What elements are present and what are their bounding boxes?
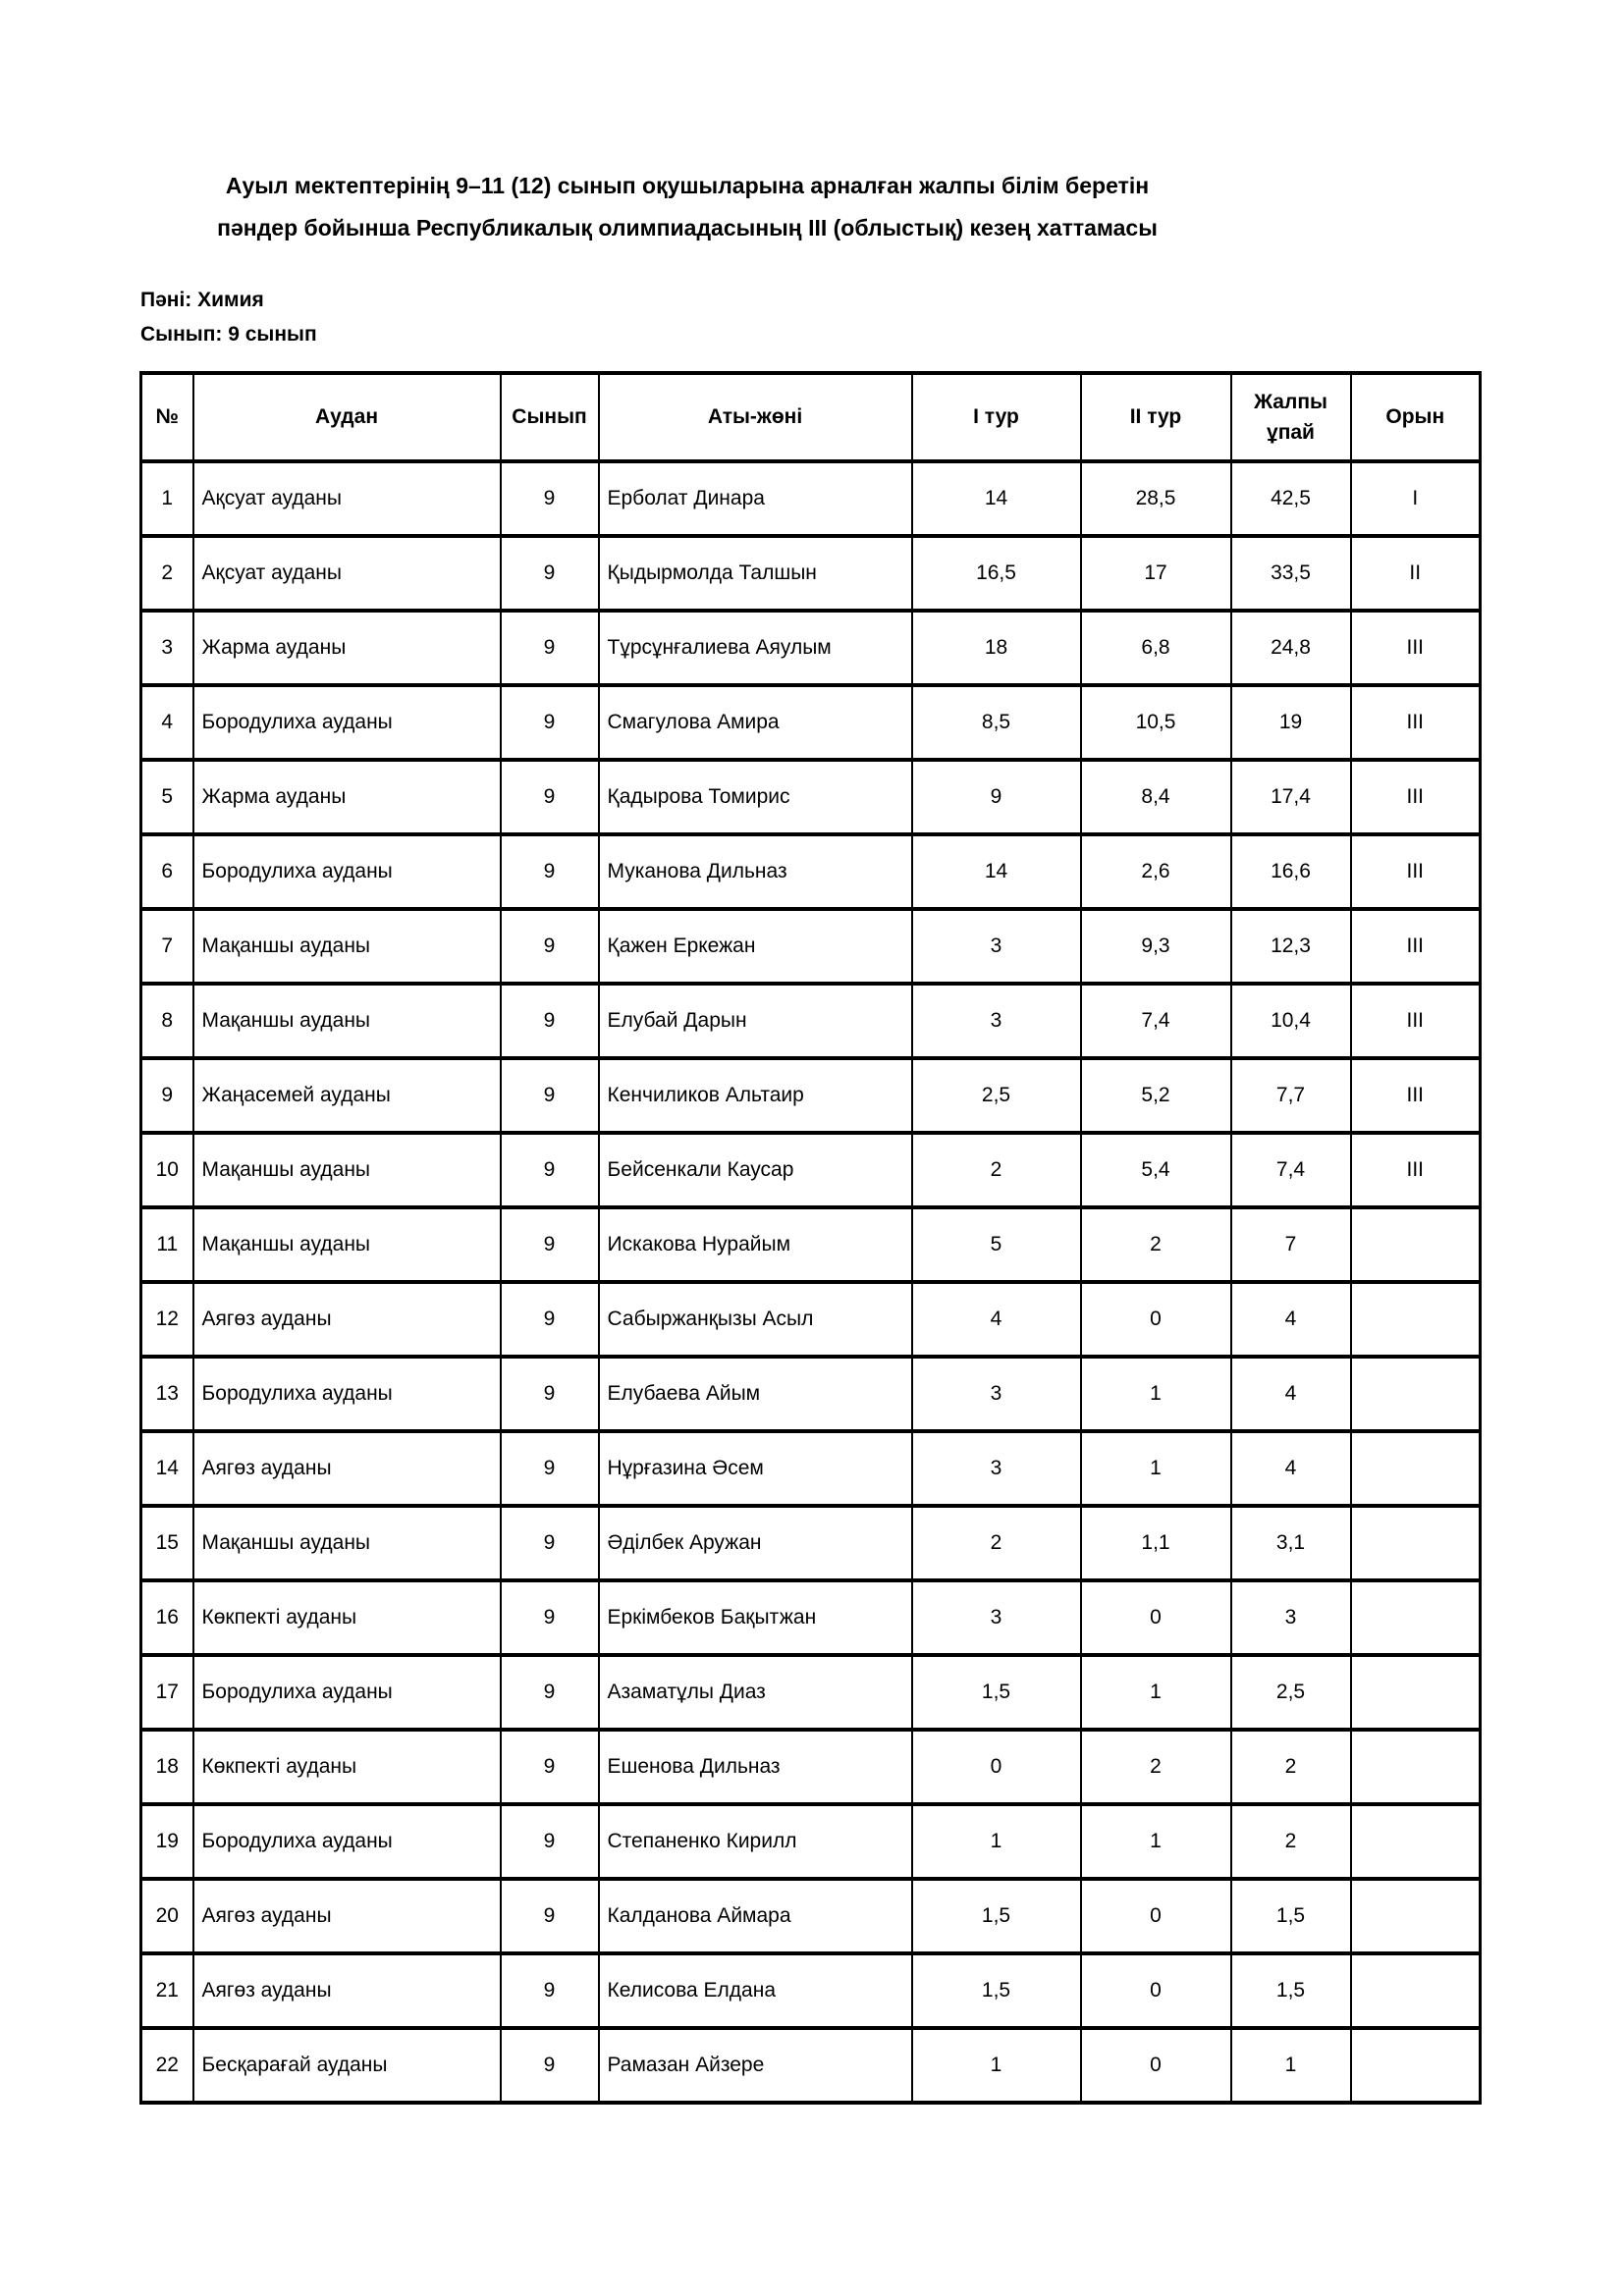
cell-district: Бородулиха ауданы [193, 1655, 501, 1730]
cell-total: 3 [1231, 1580, 1351, 1655]
table-row [141, 1730, 1481, 1804]
cell-total: 4 [1231, 1282, 1351, 1357]
cell-grade: 9 [501, 1058, 599, 1133]
table-row [141, 1282, 1481, 1357]
cell-district: Мақаншы ауданы [193, 1506, 501, 1580]
col-header-grade: Сынып [501, 373, 599, 461]
meta-block [140, 283, 317, 351]
cell-round2: 10,5 [1081, 685, 1231, 760]
cell-round2: 2 [1081, 1207, 1231, 1282]
cell-place: III [1351, 834, 1481, 909]
cell-grade: 9 [501, 1357, 599, 1431]
cell-place: III [1351, 685, 1481, 760]
cell-round1: 0 [912, 1730, 1081, 1804]
cell-district: Ақсуат ауданы [193, 461, 501, 536]
cell-district: Аягөз ауданы [193, 1953, 501, 2028]
cell-number: 22 [141, 2028, 193, 2103]
cell-round2: 5,2 [1081, 1058, 1231, 1133]
cell-district: Мақаншы ауданы [193, 1133, 501, 1207]
cell-round2: 1 [1081, 1804, 1231, 1879]
cell-round2: 2 [1081, 1730, 1231, 1804]
cell-round1: 3 [912, 1580, 1081, 1655]
cell-grade: 9 [501, 1730, 599, 1804]
cell-total: 1,5 [1231, 1953, 1351, 2028]
cell-name: Бейсенкали Каусар [599, 1133, 912, 1207]
cell-round2: 1,1 [1081, 1506, 1231, 1580]
cell-district: Бородулиха ауданы [193, 1357, 501, 1431]
cell-number: 18 [141, 1730, 193, 1804]
cell-name: Еркімбеков Бақытжан [599, 1580, 912, 1655]
cell-number: 17 [141, 1655, 193, 1730]
cell-district: Мақаншы ауданы [193, 984, 501, 1058]
cell-name: Ешенова Дильназ [599, 1730, 912, 1804]
cell-grade: 9 [501, 1207, 599, 1282]
cell-name: Қыдырмолда Талшын [599, 536, 912, 611]
cell-name: Қадырова Томирис [599, 760, 912, 834]
cell-place [1351, 2028, 1481, 2103]
cell-total: 7,4 [1231, 1133, 1351, 1207]
cell-place: III [1351, 611, 1481, 685]
cell-round1: 1,5 [912, 1879, 1081, 1953]
cell-district: Аягөз ауданы [193, 1282, 501, 1357]
cell-round1: 16,5 [912, 536, 1081, 611]
cell-round1: 14 [912, 461, 1081, 536]
cell-round1: 18 [912, 611, 1081, 685]
cell-total: 12,3 [1231, 909, 1351, 984]
cell-total: 4 [1231, 1431, 1351, 1506]
cell-name: Степаненко Кирилл [599, 1804, 912, 1879]
cell-round2: 6,8 [1081, 611, 1231, 685]
cell-number: 14 [141, 1431, 193, 1506]
table-row [141, 1580, 1481, 1655]
cell-grade: 9 [501, 984, 599, 1058]
table-row [141, 834, 1481, 909]
table-row [141, 1655, 1481, 1730]
cell-name: Рамазан Айзере [599, 2028, 912, 2103]
cell-total: 7 [1231, 1207, 1351, 1282]
cell-round1: 3 [912, 1431, 1081, 1506]
table-row [141, 536, 1481, 611]
document-title-line2: пәндер бойынша Республикалық олимпиадасының III (облыстық) кезең хаттамасы [217, 215, 1158, 240]
cell-round1: 5 [912, 1207, 1081, 1282]
cell-number: 6 [141, 834, 193, 909]
cell-grade: 9 [501, 1580, 599, 1655]
cell-place: III [1351, 909, 1481, 984]
cell-number: 16 [141, 1580, 193, 1655]
cell-district: Бородулиха ауданы [193, 834, 501, 909]
cell-round1: 2 [912, 1133, 1081, 1207]
cell-number: 11 [141, 1207, 193, 1282]
cell-district: Бесқарағай ауданы [193, 2028, 501, 2103]
cell-number: 1 [141, 461, 193, 536]
results-table-body [141, 461, 1481, 2103]
cell-name: Әділбек Аружан [599, 1506, 912, 1580]
cell-grade: 9 [501, 1804, 599, 1879]
cell-number: 2 [141, 536, 193, 611]
cell-place [1351, 1580, 1481, 1655]
cell-name: Ерболат Динара [599, 461, 912, 536]
cell-round2: 0 [1081, 1282, 1231, 1357]
cell-round1: 14 [912, 834, 1081, 909]
table-row [141, 1133, 1481, 1207]
cell-grade: 9 [501, 1282, 599, 1357]
cell-grade: 9 [501, 760, 599, 834]
col-header-number: № [141, 373, 193, 461]
cell-place [1351, 1282, 1481, 1357]
cell-name: Смагулова Амира [599, 685, 912, 760]
cell-round2: 17 [1081, 536, 1231, 611]
col-header-name: Аты-жөні [599, 373, 912, 461]
cell-grade: 9 [501, 1133, 599, 1207]
cell-round2: 0 [1081, 1953, 1231, 2028]
cell-name: Келисова Елдана [599, 1953, 912, 2028]
cell-grade: 9 [501, 1655, 599, 1730]
cell-district: Аягөз ауданы [193, 1879, 501, 1953]
cell-round2: 1 [1081, 1431, 1231, 1506]
cell-round1: 3 [912, 984, 1081, 1058]
cell-grade: 9 [501, 1953, 599, 2028]
document-title-line1: Ауыл мектептерінің 9–11 (12) сынып оқушыларына арналған жалпы білім беретін [225, 173, 1150, 198]
cell-round1: 1,5 [912, 1953, 1081, 2028]
cell-place [1351, 1879, 1481, 1953]
cell-name: Искакова Нурайым [599, 1207, 912, 1282]
cell-total: 19 [1231, 685, 1351, 760]
cell-number: 8 [141, 984, 193, 1058]
cell-number: 15 [141, 1506, 193, 1580]
cell-round2: 0 [1081, 1879, 1231, 1953]
cell-number: 21 [141, 1953, 193, 2028]
cell-place [1351, 1730, 1481, 1804]
cell-round1: 2 [912, 1506, 1081, 1580]
cell-name: Нұрғазина Әсем [599, 1431, 912, 1506]
col-header-round2: II тур [1081, 373, 1231, 461]
cell-name: Елубаева Айым [599, 1357, 912, 1431]
cell-place [1351, 1357, 1481, 1431]
cell-round2: 1 [1081, 1655, 1231, 1730]
cell-round1: 8,5 [912, 685, 1081, 760]
cell-place: III [1351, 1133, 1481, 1207]
cell-grade: 9 [501, 1431, 599, 1506]
cell-name: Қажен Еркежан [599, 909, 912, 984]
cell-total: 2 [1231, 1804, 1351, 1879]
cell-round2: 7,4 [1081, 984, 1231, 1058]
cell-round2: 5,4 [1081, 1133, 1231, 1207]
cell-grade: 9 [501, 461, 599, 536]
cell-district: Көкпекті ауданы [193, 1580, 501, 1655]
cell-place: III [1351, 760, 1481, 834]
document-title [118, 165, 1257, 249]
cell-round1: 9 [912, 760, 1081, 834]
cell-round1: 1 [912, 2028, 1081, 2103]
table-row [141, 1058, 1481, 1133]
cell-name: Муканова Дильназ [599, 834, 912, 909]
results-table [139, 371, 1482, 2105]
cell-district: Бородулиха ауданы [193, 1804, 501, 1879]
cell-grade: 9 [501, 1879, 599, 1953]
cell-district: Мақаншы ауданы [193, 909, 501, 984]
header-row [141, 373, 1481, 461]
cell-number: 12 [141, 1282, 193, 1357]
cell-grade: 9 [501, 685, 599, 760]
cell-name: Кенчиликов Альтаир [599, 1058, 912, 1133]
cell-name: Сабыржанқызы Асыл [599, 1282, 912, 1357]
grade-line: Сынып: 9 сынып [140, 323, 317, 346]
cell-total: 42,5 [1231, 461, 1351, 536]
cell-number: 5 [141, 760, 193, 834]
table-row [141, 760, 1481, 834]
cell-district: Жарма ауданы [193, 611, 501, 685]
cell-round2: 0 [1081, 1580, 1231, 1655]
table-row [141, 685, 1481, 760]
cell-grade: 9 [501, 2028, 599, 2103]
cell-place: I [1351, 461, 1481, 536]
table-row [141, 2028, 1481, 2103]
cell-name: Елубай Дарын [599, 984, 912, 1058]
cell-total: 1 [1231, 2028, 1351, 2103]
cell-round2: 8,4 [1081, 760, 1231, 834]
cell-place [1351, 1953, 1481, 2028]
col-header-total: Жалпы ұпай [1231, 373, 1351, 461]
cell-round1: 1,5 [912, 1655, 1081, 1730]
cell-number: 10 [141, 1133, 193, 1207]
cell-district: Мақаншы ауданы [193, 1207, 501, 1282]
cell-name: Азаматұлы Диаз [599, 1655, 912, 1730]
cell-total: 2,5 [1231, 1655, 1351, 1730]
cell-round2: 2,6 [1081, 834, 1231, 909]
cell-district: Көкпекті ауданы [193, 1730, 501, 1804]
col-header-district: Аудан [193, 373, 501, 461]
cell-total: 10,4 [1231, 984, 1351, 1058]
table-row [141, 1879, 1481, 1953]
cell-name: Калданова Аймара [599, 1879, 912, 1953]
cell-number: 3 [141, 611, 193, 685]
cell-place [1351, 1804, 1481, 1879]
cell-district: Аягөз ауданы [193, 1431, 501, 1506]
cell-total: 7,7 [1231, 1058, 1351, 1133]
col-header-place: Орын [1351, 373, 1481, 461]
table-row [141, 1953, 1481, 2028]
table-row [141, 1431, 1481, 1506]
cell-total: 1,5 [1231, 1879, 1351, 1953]
cell-round1: 4 [912, 1282, 1081, 1357]
cell-district: Бородулиха ауданы [193, 685, 501, 760]
cell-grade: 9 [501, 834, 599, 909]
cell-place [1351, 1207, 1481, 1282]
subject-line: Пәні: Химия [140, 289, 264, 311]
cell-number: 19 [141, 1804, 193, 1879]
cell-number: 13 [141, 1357, 193, 1431]
cell-district: Жаңасемей ауданы [193, 1058, 501, 1133]
cell-total: 33,5 [1231, 536, 1351, 611]
cell-district: Жарма ауданы [193, 760, 501, 834]
cell-round2: 9,3 [1081, 909, 1231, 984]
cell-total: 4 [1231, 1357, 1351, 1431]
table-row [141, 611, 1481, 685]
table-row [141, 1357, 1481, 1431]
cell-name: Тұрсұнғалиева Аяулым [599, 611, 912, 685]
cell-round1: 2,5 [912, 1058, 1081, 1133]
table-row [141, 1506, 1481, 1580]
cell-place: II [1351, 536, 1481, 611]
cell-place [1351, 1655, 1481, 1730]
cell-round2: 0 [1081, 2028, 1231, 2103]
table-row [141, 1207, 1481, 1282]
cell-place: III [1351, 984, 1481, 1058]
cell-round1: 3 [912, 1357, 1081, 1431]
cell-total: 17,4 [1231, 760, 1351, 834]
table-row [141, 909, 1481, 984]
cell-grade: 9 [501, 611, 599, 685]
table-row [141, 984, 1481, 1058]
cell-total: 24,8 [1231, 611, 1351, 685]
cell-number: 20 [141, 1879, 193, 1953]
cell-total: 16,6 [1231, 834, 1351, 909]
cell-number: 9 [141, 1058, 193, 1133]
table-row [141, 461, 1481, 536]
cell-round1: 3 [912, 909, 1081, 984]
cell-total: 2 [1231, 1730, 1351, 1804]
cell-grade: 9 [501, 536, 599, 611]
col-header-round1: I тур [912, 373, 1081, 461]
cell-grade: 9 [501, 909, 599, 984]
cell-number: 4 [141, 685, 193, 760]
table-row [141, 1804, 1481, 1879]
cell-round2: 1 [1081, 1357, 1231, 1431]
cell-total: 3,1 [1231, 1506, 1351, 1580]
cell-round1: 1 [912, 1804, 1081, 1879]
cell-number: 7 [141, 909, 193, 984]
cell-round2: 28,5 [1081, 461, 1231, 536]
cell-place [1351, 1506, 1481, 1580]
cell-place: III [1351, 1058, 1481, 1133]
cell-place [1351, 1431, 1481, 1506]
cell-district: Ақсуат ауданы [193, 536, 501, 611]
cell-grade: 9 [501, 1506, 599, 1580]
